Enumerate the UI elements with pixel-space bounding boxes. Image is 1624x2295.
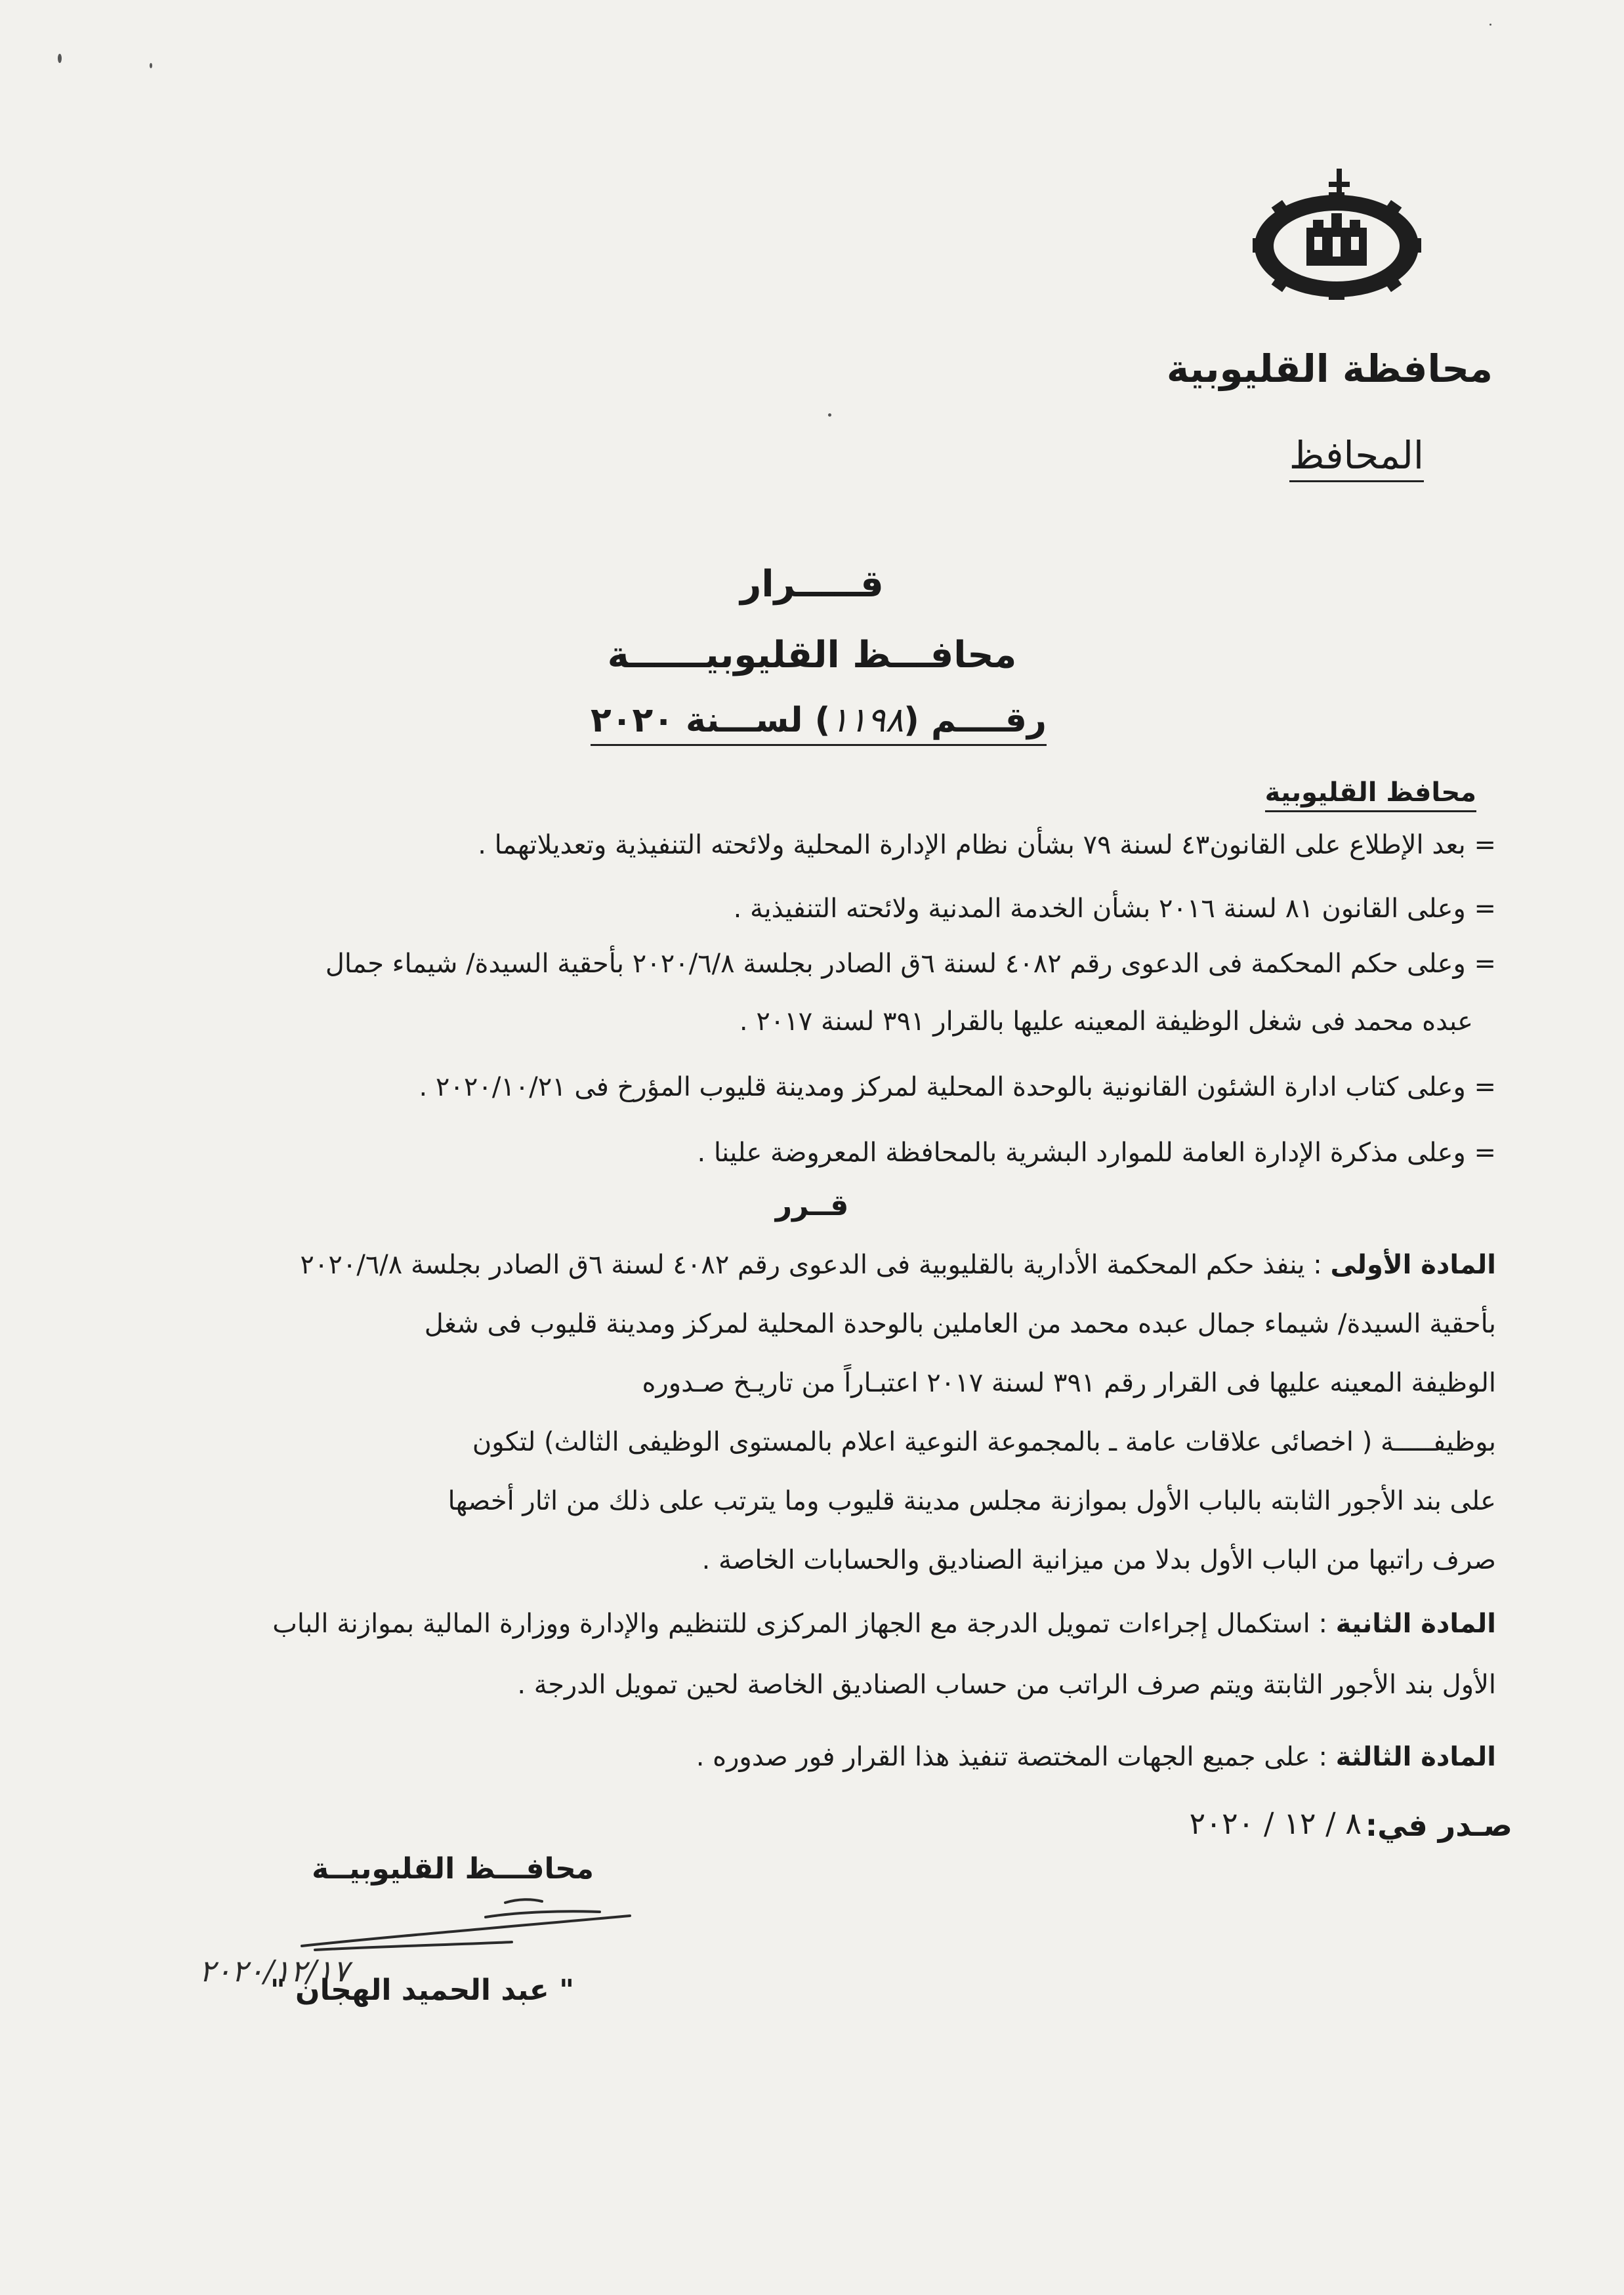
governorate-emblem-icon [1250, 167, 1424, 302]
article-second-text: : استكمال إجراءات تمويل الدرجة مع الجهاز المركزى للتنظيم والإدارة ووزارة المالية بموازنة الباب [272, 1609, 1327, 1639]
decree-number-value: ١١٩٨ [830, 701, 904, 740]
signature-handwritten-date: ٢٠٢٠/١٢/١٧ [199, 1953, 349, 1989]
governorate-name: محافظة القليوبية [1166, 346, 1493, 391]
preamble-item: = وعلى مذكرة الإدارة العامة للموارد البشرية بالمحافظة المعروضة علينا . [697, 1138, 1496, 1168]
decree-number-prefix: رقــــم ( [904, 701, 1047, 740]
preamble-item: = وعلى حكم المحكمة فى الدعوى رقم ٤٠٨٢ لسنة ٦ق الصادر بجلسة ٢٠٢٠/٦/٨ بأحقية السيدة/ شيماء جمال [325, 949, 1496, 979]
article-second-label: المادة الثانية [1335, 1609, 1496, 1639]
preamble-item: = وعلى القانون ٨١ لسنة ٢٠١٦ بشأن الخدمة المدنية ولائحته التنفيذية . [733, 894, 1496, 924]
decides-heading: قــرر [775, 1189, 849, 1222]
article-first-line: بأحقية السيدة/ شيماء جمال عبده محمد من العاملين بالوحدة المحلية لمركز ومدينة قليوب فى شغل [424, 1309, 1496, 1339]
article-second-line: الأول بند الأجور الثابتة ويتم صرف الراتب من حساب الصناديق الخاصة لحين تمويل الدرجة . [517, 1670, 1496, 1700]
decree-title: قـــــرار [740, 563, 884, 606]
preamble-item: = وعلى كتاب ادارة الشئون القانونية بالوحدة المحلية لمركز ومدينة قليوب المؤرخ فى ٢٠٢٠/١٠/٢١ . [419, 1072, 1496, 1102]
issued-label: صـدر في: [1365, 1808, 1512, 1843]
scan-speck [1489, 24, 1491, 26]
decree-number-line [591, 701, 1047, 740]
article-first-line: على بند الأجور الثابته بالباب الأول بموازنة مجلس مدينة قليوب وما يترتب على ذلك من اثار أخصها [448, 1486, 1496, 1516]
article-second-line [118, 1609, 1496, 1639]
governor-office-label: المحافظ [1289, 433, 1424, 482]
article-first-line: صرف راتبها من الباب الأول بدلا من ميزانية الصناديق والحسابات الخاصة . [701, 1545, 1496, 1575]
article-first-text: : ينفذ حكم المحكمة الأدارية بالقليوبية فى الدعوى رقم ٤٠٨٢ لسنة ٦ق الصادر بجلسة ٢٠٢٠/٦/٨ [300, 1250, 1322, 1280]
scan-speck [150, 63, 152, 68]
article-third-label: المادة الثالثة [1335, 1742, 1496, 1772]
decree-issuer: محافـــظ القليوبيــــــة [607, 634, 1017, 676]
article-third-text: : على جميع الجهات المختصة تنفيذ هذا القرار فور صدوره . [696, 1742, 1327, 1772]
article-first-line: الوظيفة المعينه عليها فى القرار رقم ٣٩١ لسنة ٢٠١٧ اعتبـاراً من تاريـخ صـدوره [642, 1368, 1496, 1398]
issued-date: ٨ / ١٢ / ٢٠٢٠ [1189, 1806, 1362, 1841]
article-first-line [118, 1250, 1496, 1280]
preamble-item: = بعد الإطلاع على القانون٤٣ لسنة ٧٩ بشأن نظام الإدارة المحلية ولائحته التنفيذية وتعديلاتهما . [478, 830, 1496, 860]
scan-speck [58, 54, 62, 63]
scan-speck [828, 413, 831, 417]
signatory-title: محافـــظ القليوبيــة [312, 1852, 594, 1886]
preamble-heading: محافظ القليوبية [1265, 777, 1476, 812]
article-first-label: المادة الأولى [1330, 1250, 1496, 1280]
article-first-line: بوظيفـــــة ( اخصائى علاقات عامة ـ بالمجموعة النوعية اعلام بالمستوى الوظيفى الثالث) لتكون [472, 1427, 1496, 1457]
signatory-name: " عبد الحميد الهجان " [270, 1974, 574, 2007]
decree-number-suffix: ) لســـنة ٢٠٢٠ [591, 701, 831, 740]
preamble-item-continuation: عبده محمد فى شغل الوظيفة المعينه عليها بالقرار ٣٩١ لسنة ٢٠١٧ . [739, 1006, 1473, 1037]
article-third-line [118, 1742, 1496, 1772]
